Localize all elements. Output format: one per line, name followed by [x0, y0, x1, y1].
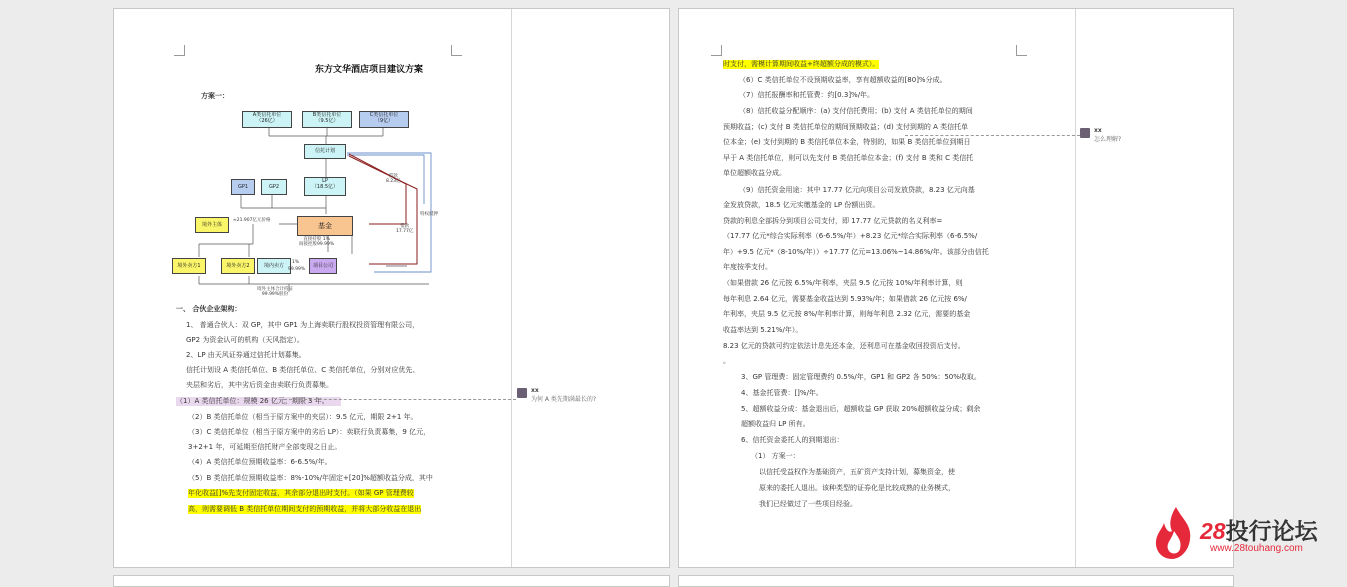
label-loan-17-77: 借款 17.77亿 — [396, 224, 414, 234]
diagram-box-domestic-seller: 境内卖方 — [257, 258, 291, 274]
commenter-name: xx — [1094, 127, 1102, 134]
flame-icon — [1152, 505, 1196, 561]
body-line: 年利率，夹层 9.5 亿元按 8%/年利率计算，则每年利息 2.32 亿元，需要的基金 — [723, 310, 971, 318]
diagram-box-c-trust-unit: C类信托单位 （9亿） — [359, 111, 409, 128]
comment-connector — [284, 399, 516, 400]
crop-mark — [451, 45, 462, 56]
body-line: 每年利息 2.64 亿元，需要基金收益达到 5.93%/年；如果借款 26 亿元按 6%/ — [723, 295, 967, 303]
label-overseas-total: 境外主体合计持证 99.99%股份 — [257, 287, 293, 297]
body-line: 夹层和劣后，其中劣后资金由卖联行负责募集。 — [186, 381, 333, 389]
body-line: 金发放贷款，18.5 亿元实缴基金的 LP 份额出资。 — [723, 201, 880, 209]
body-line: 原来的委托人退出。该种类型的证券化是比较成熟的业务模式， — [759, 484, 955, 492]
body-line: 收益率达到 5.21%/年）。 — [723, 326, 803, 334]
body-line: （7）信托报酬率和托管费：约[0.3]%/年。 — [739, 91, 875, 99]
body-line: （1） 方案一： — [751, 452, 800, 460]
diagram-box-a-trust-unit: A类信托单位 （26亿） — [242, 111, 292, 128]
commenter-avatar — [517, 388, 527, 398]
commenter-avatar — [1080, 128, 1090, 138]
comment-text: 为何 A 类先期满最长的? — [531, 396, 597, 403]
body-line: 贷款的利息全部拆分到项目公司支付，即 17.77 亿元贷款的名义利率= — [723, 217, 943, 225]
body-line: 4、基金托管费：[]%/年。 — [741, 389, 823, 397]
diagram-box-lp: LP （18.5亿） — [304, 177, 346, 196]
body-line: 3+2+1 年，可延期至信托财产全部变现之日止。 — [188, 443, 342, 451]
body-line: （6）C 类信托单位不设预期收益率，享有超额收益的[80]%分成。 — [739, 76, 947, 84]
body-line: 年度按季支付。 — [723, 263, 772, 271]
body-line: （2）B 类信托单位（相当于原方案中的夹层）：9.5 亿元，期限 2+1 年。 — [188, 413, 418, 421]
crop-mark — [1016, 45, 1027, 56]
body-line: 2、LP 由天风证券通过信托计划募集。 — [186, 351, 306, 359]
commented-text[interactable]: （1）A 类信托单位：规模 26 亿元，期限 3 年。 — [176, 397, 341, 406]
body-line: （如果借款 26 亿元按 6.5%/年利率，夹层 9.5 亿元按 10%/年利率计算，则 — [723, 279, 963, 287]
diagram-box-gp2: GP2 — [261, 179, 287, 195]
document-page-1 — [113, 8, 670, 568]
structure-diagram — [169, 104, 449, 304]
body-line: 单位超额收益分成。 — [723, 169, 786, 177]
body-line: （3）C 类信托单位（相当于原方案中的劣后 LP）：卖联行负责募集，9 亿元， — [188, 428, 431, 436]
body-line: （9）信托资金用途：其中 17.77 亿元向项目公司发放贷款，8.23 亿元向基 — [739, 186, 975, 194]
body-line: 位本金；(e) 支付到期的 B 类信托单位本金，特别的，如果 B 类信托单位到期日 — [723, 138, 971, 146]
crop-mark — [711, 45, 722, 56]
body-line: 超额收益归 LP 所有。 — [741, 420, 810, 428]
label-loan-8-23: 借款 8.23亿 — [386, 174, 401, 184]
label-pct-1: 1% — [292, 260, 300, 265]
body-line: （17.77 亿元*综合实际利率（6-6.5%/年）+8.23 亿元*综合实际利率（6-6.5%/ — [723, 232, 978, 240]
label-pledge: 特权抵押 — [420, 212, 438, 217]
crop-mark — [174, 45, 185, 56]
body-line: 6、信托资金委托人的到期退出： — [741, 436, 844, 444]
highlighted-line: 高，则需要调低 B 类信托单位期间支付的预期收益，并将大部分收益在退出 — [188, 505, 422, 513]
forum-url: www.28touhang.com — [1210, 543, 1303, 554]
diagram-connectors — [169, 104, 449, 304]
forum-watermark — [1150, 505, 1340, 565]
body-line: 我们已经做过了一些项目经验。 — [759, 500, 857, 508]
diagram-box-offshore-seller-2: 境外卖方2 — [221, 258, 255, 274]
label-holding: 直接持股 1% 间接控股99.99% — [299, 237, 335, 247]
diagram-box-offshore-seller-1: 境外卖方1 — [172, 258, 206, 274]
body-line: 8.23 亿元的贷款可约定依法计息先还本金，还利息可在基金收回投资后支付。 — [723, 342, 965, 350]
body-line: （4）A 类信托单位预期收益率：6-6.5%/年。 — [188, 458, 332, 466]
forum-name: 28投行论坛 — [1200, 518, 1318, 544]
highlighted-line: 时支付，需模计算期间收益+终超额分成的模式）。 — [723, 60, 880, 68]
plan-label: 方案一： — [201, 92, 229, 100]
diagram-box-b-trust-unit: B类信托单位 （9.5亿） — [302, 111, 352, 128]
document-page-4 — [678, 575, 1234, 587]
document-title: 东方文华酒店项目建议方案 — [314, 65, 423, 75]
diagram-box-fund: 基金 — [297, 216, 353, 236]
body-line: 预期收益；(c) 支付 B 类信托单位的期间预期收益；(d) 支付到期的 A 类信托单 — [723, 123, 969, 131]
body-line: 年）+9.5 亿元*（8-10%/年））÷17.77 亿元=13.06%~14.86%/年。该部分由信托 — [723, 248, 989, 256]
comment-text: 怎么理解? — [1094, 136, 1122, 143]
section-heading: 一、 合伙企业架构： — [176, 305, 242, 313]
diagram-box-offshore-entity: 境外主体 — [195, 217, 229, 233]
body-line: GP2 为资金认可的机构（天风指定）。 — [186, 336, 304, 344]
diagram-box-gp1: GP1 — [231, 179, 255, 195]
commenter-name: xx — [531, 387, 539, 394]
body-line: （5）B 类信托单位预期收益率：8%-10%/年固定+[20]%超额收益分成，其中 — [188, 474, 433, 482]
diagram-box-project-company: 项目公司 — [309, 258, 337, 274]
body-line: 以信托受益权作为基础资产，五矿资产支持计划，募集资金，使 — [759, 468, 955, 476]
label-consideration: ≈21.907亿元价格 — [233, 218, 271, 223]
body-line: 。 — [723, 357, 730, 365]
comment-margin-divider — [511, 9, 512, 567]
label-pct-2: 99.99% — [288, 267, 306, 272]
diagram-box-trust-plan: 信托计划 — [304, 144, 346, 159]
body-line: 信托计划设 A 类信托单位、B 类信托单位、C 类信托单位，分别对应优先、 — [186, 366, 420, 374]
comment-connector — [905, 135, 1080, 136]
body-line: 3、GP 管理费：固定管理费约 0.5%/年，GP1 和 GP2 各 50%：50%收取。 — [741, 373, 981, 381]
document-page-3 — [113, 575, 670, 587]
comment-margin-divider — [1075, 9, 1076, 567]
body-line: 1、 普通合伙人：双 GP，其中 GP1 为上海卖联行股权投资管理有限公司， — [186, 321, 420, 329]
document-page-2 — [678, 8, 1234, 568]
body-line: （8）信托收益分配顺序：(a) 支付信托费用；(b) 支付 A 类信托单位的期间 — [739, 107, 973, 115]
body-line: 早于 A 类信托单位，则可以先支付 B 类信托单位本金；(f) 支付 B 类和 C 类信托 — [723, 154, 974, 162]
highlighted-line: 年化收益[]%先支付固定收益，其余部分退出时支付。（如果 GP 管理费较 — [188, 489, 414, 497]
body-line: 5、超额收益分成：基金退出后，超额收益 GP 获取 20%超额收益分成；剩余 — [741, 405, 981, 413]
